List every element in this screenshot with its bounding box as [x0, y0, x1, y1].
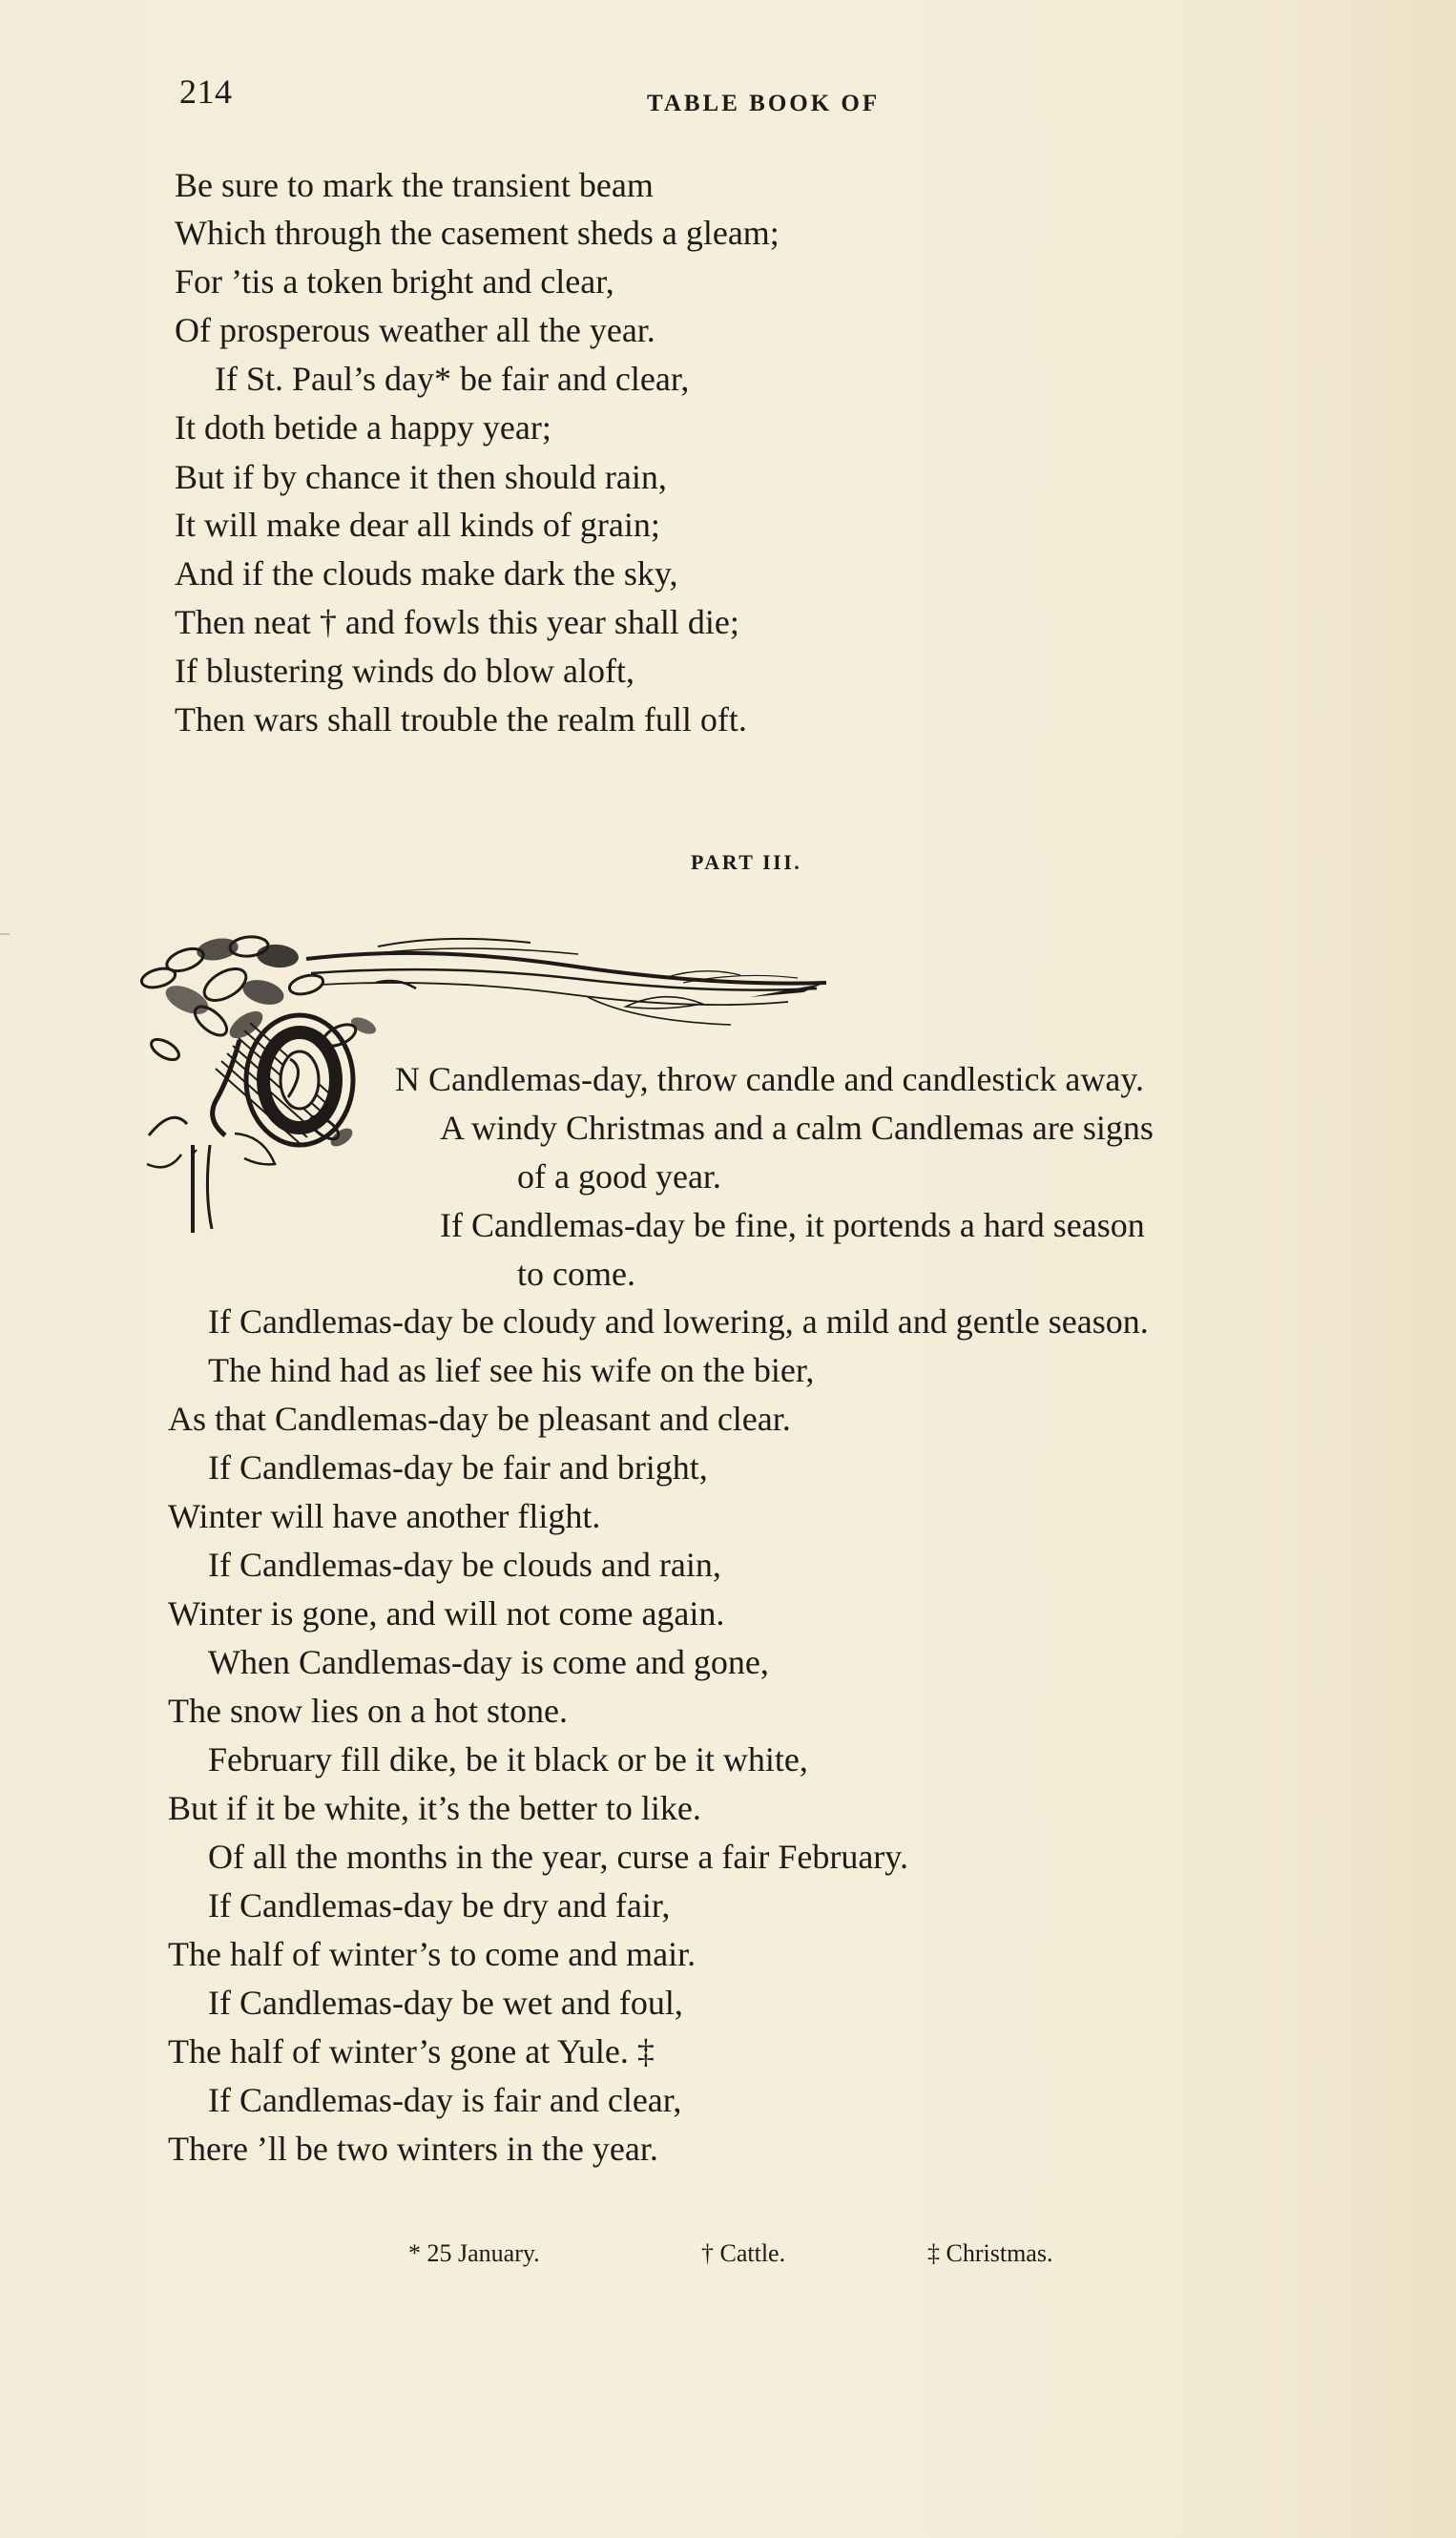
- poem-top-line: And if the clouds make dark the sky,: [175, 554, 678, 593]
- part-three-line: A windy Christmas and a calm Candlemas are signs: [440, 1109, 1154, 1147]
- poem-top-line: But if by chance it then should rain,: [175, 458, 667, 496]
- footnote-cattle: † Cattle.: [701, 2239, 786, 2267]
- part-three-line: If Candlemas-day be fair and bright,: [208, 1448, 708, 1487]
- poem-top-line: Of prosperous weather all the year.: [175, 311, 655, 349]
- part-three-line: When Candlemas-day is come and gone,: [208, 1643, 769, 1681]
- running-head: TABLE BOOK OF: [647, 91, 881, 116]
- part-heading: PART III.: [691, 850, 802, 874]
- part-three-line: If Candlemas-day be dry and fair,: [208, 1886, 671, 1924]
- part-three-line: The half of winter’s gone at Yule. ‡: [168, 2032, 655, 2070]
- poem-top-line: It will make dear all kinds of grain;: [175, 506, 660, 544]
- part-three-line: of a good year.: [517, 1157, 721, 1196]
- footnote-25-january: * 25 January.: [408, 2239, 540, 2267]
- poem-top-line: If blustering winds do blow aloft,: [175, 652, 634, 690]
- footnotes: [0, 2241, 1456, 2279]
- poem-top-line: For ’tis a token bright and clear,: [175, 262, 614, 301]
- part-three-line: The half of winter’s to come and mair.: [168, 1935, 697, 1973]
- part-three-line: But if it be white, it’s the better to like.: [168, 1789, 701, 1827]
- part-three-line: February fill dike, be it black or be it white,: [208, 1740, 808, 1779]
- margin-mark: [0, 933, 10, 935]
- poem-top-line: Be sure to mark the transient beam: [175, 166, 654, 204]
- footnote-christmas: ‡ Christmas.: [927, 2239, 1053, 2267]
- part-three-line: There ’ll be two winters in the year.: [168, 2130, 658, 2168]
- part-three-line: As that Candlemas-day be pleasant and clear.: [168, 1400, 791, 1438]
- part-three-line: If Candlemas-day be fine, it portends a hard season: [440, 1206, 1145, 1244]
- poem-top-line: Then wars shall trouble the realm full oft.: [175, 700, 747, 739]
- page-number: 214: [179, 73, 233, 111]
- part-three-line: Winter will have another flight.: [168, 1497, 601, 1535]
- part-three-line: If Candlemas-day be cloudy and lowering, a mild and gentle season.: [208, 1302, 1149, 1341]
- poem-top-line: Which through the casement sheds a gleam;: [175, 214, 780, 252]
- poem-top-line: If St. Paul’s day* be fair and clear,: [215, 360, 690, 398]
- part-three-line: to come.: [517, 1255, 635, 1293]
- part-three-line: Of all the months in the year, curse a fair February.: [208, 1838, 908, 1876]
- part-three-line: If Candlemas-day be wet and foul,: [208, 1984, 683, 2022]
- part-three-line: If Candlemas-day is fair and clear,: [208, 2081, 682, 2119]
- part-three-line: N Candlemas-day, throw candle and candlestick away.: [395, 1060, 1145, 1098]
- poem-top-line: Then neat † and fowls this year shall die;: [175, 603, 739, 641]
- part-three-line: The snow lies on a hot stone.: [168, 1692, 568, 1730]
- part-three-line: Winter is gone, and will not come again.: [168, 1594, 725, 1633]
- poem-top-line: It doth betide a happy year;: [175, 408, 551, 447]
- part-three-line: If Candlemas-day be clouds and rain,: [208, 1546, 721, 1584]
- part-three-line: The hind had as lief see his wife on the bier,: [208, 1351, 815, 1389]
